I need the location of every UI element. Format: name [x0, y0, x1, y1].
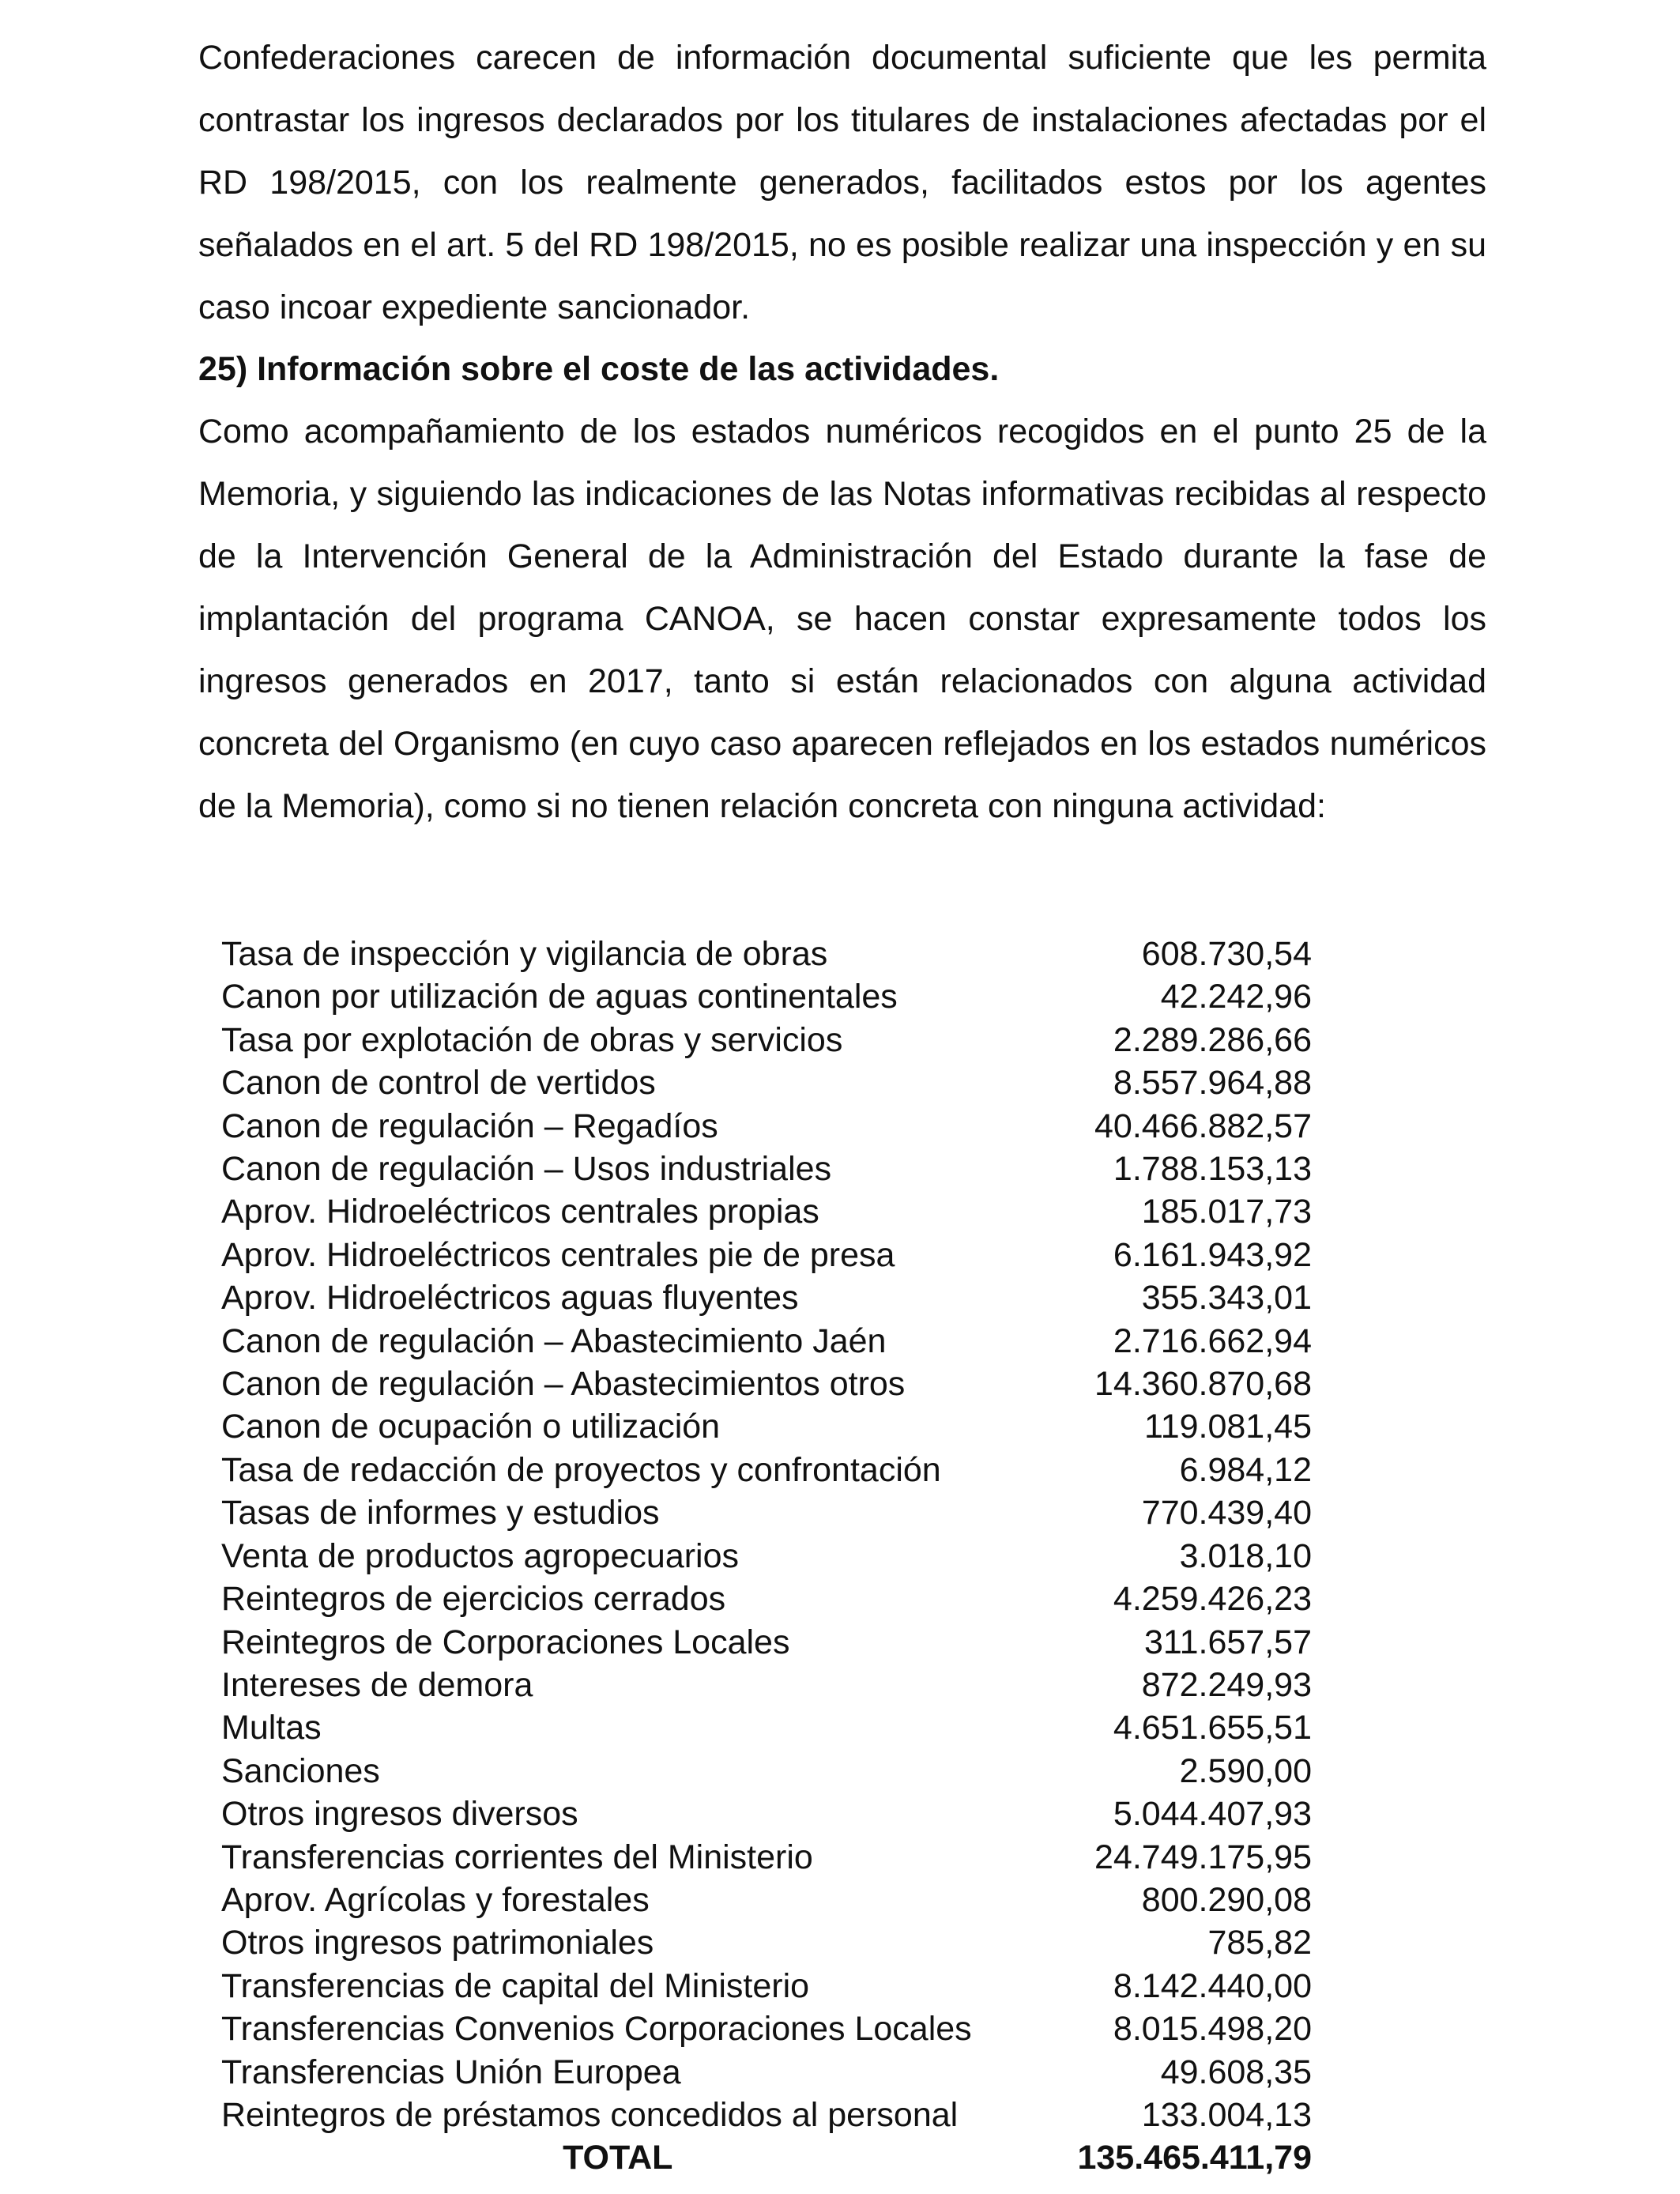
table-row — [221, 1793, 1312, 1835]
table-row — [221, 2094, 1312, 2136]
table-row — [221, 1836, 1312, 1879]
income-concept: Transferencias Unión Europea — [221, 2053, 681, 2091]
table-row — [221, 1535, 1312, 1578]
table-row — [221, 933, 1312, 975]
income-amount: 133.004,13 — [1141, 2095, 1312, 2134]
table-row — [221, 1879, 1312, 1921]
income-amount: 785,82 — [1207, 1924, 1312, 1962]
income-amount: 6.984,12 — [1179, 1450, 1312, 1489]
income-table — [221, 933, 1312, 2180]
table-row — [221, 1965, 1312, 2007]
table-row — [221, 2051, 1312, 2094]
income-amount: 3.018,10 — [1179, 1536, 1312, 1575]
income-table-body — [221, 933, 1312, 2136]
income-concept: Canon por utilización de aguas continentales — [221, 978, 898, 1016]
income-concept: Reintegros de Corporaciones Locales — [221, 1623, 790, 1661]
income-amount: 6.161.943,92 — [1113, 1235, 1312, 1274]
income-amount: 800.290,08 — [1141, 1880, 1312, 1919]
income-amount: 8.557.964,88 — [1113, 1064, 1312, 1103]
income-amount: 1.788.153,13 — [1113, 1150, 1312, 1189]
income-amount: 24.749.175,95 — [1094, 1838, 1312, 1876]
income-amount: 40.466.882,57 — [1094, 1106, 1312, 1145]
income-concept: Tasa de redacción de proyectos y confrontación — [221, 1450, 941, 1489]
income-amount: 2.716.662,94 — [1113, 1321, 1312, 1360]
section-paragraph-text: Como acompañamiento de los estados numéricos recogidos en el punto 25 de la Memoria, y siguiendo las indicaciones de las Notas informativas recibidas al respecto de la Intervención General de la Administración del Estado durante la fase de implantación del programa CANOA, se hacen constar expresamente todos los ingresos generados en 2017, tanto si están relacionados con alguna actividad concreta del Organismo (en cuyo caso aparecen reflejados en los estados numéricos de la Memoria), como si no tienen relación concreta con ninguna actividad: — [198, 413, 1486, 825]
income-concept: Aprov. Agrícolas y forestales — [221, 1880, 650, 1919]
table-row — [221, 1621, 1312, 1664]
income-amount: 608.730,54 — [1141, 935, 1312, 973]
table-row — [221, 1190, 1312, 1233]
income-concept: Canon de regulación – Abastecimientos otros — [221, 1365, 906, 1404]
total-row — [221, 2136, 1312, 2179]
income-concept: Reintegros de préstamos concedidos al personal — [221, 2095, 959, 2134]
income-amount: 8.015.498,20 — [1113, 2010, 1312, 2049]
income-amount: 872.249,93 — [1141, 1665, 1312, 1704]
income-concept: Canon de regulación – Abastecimiento Jaén — [221, 1321, 887, 1360]
table-row — [221, 1405, 1312, 1448]
table-row — [221, 1363, 1312, 1405]
income-amount: 355.343,01 — [1141, 1279, 1312, 1318]
income-amount: 311.657,57 — [1143, 1623, 1312, 1661]
table-row — [221, 1061, 1312, 1104]
income-concept: Aprov. Hidroeléctricos centrales pie de presa — [221, 1235, 895, 1274]
table-row — [221, 1664, 1312, 1706]
table-row — [221, 1491, 1312, 1534]
income-amount: 2.289.286,66 — [1113, 1020, 1312, 1059]
income-concept: Venta de productos agropecuarios — [221, 1536, 740, 1575]
income-concept: Transferencias corrientes del Ministerio — [221, 1838, 813, 1876]
income-concept: Sanciones — [221, 1751, 380, 1790]
table-row — [221, 1320, 1312, 1363]
income-concept: Transferencias de capital del Ministerio — [221, 1966, 810, 2005]
income-amount: 5.044.407,93 — [1113, 1795, 1312, 1834]
income-concept: Canon de regulación – Regadíos — [221, 1106, 718, 1145]
income-amount: 8.142.440,00 — [1113, 1966, 1312, 2005]
table-row — [221, 975, 1312, 1018]
income-amount: 185.017,73 — [1141, 1193, 1312, 1231]
income-concept: Canon de regulación – Usos industriales — [221, 1150, 832, 1189]
income-concept: Tasa de inspección y vigilancia de obras — [221, 935, 828, 973]
table-row — [221, 1449, 1312, 1491]
income-amount: 4.259.426,23 — [1113, 1580, 1312, 1619]
intro-paragraph — [198, 27, 1486, 339]
table-row — [221, 1578, 1312, 1620]
income-concept: Tasas de informes y estudios — [221, 1494, 660, 1532]
table-row — [221, 1750, 1312, 1793]
total-amount: 135.465.411,79 — [1077, 2139, 1312, 2177]
table-row — [221, 1148, 1312, 1190]
income-concept: Otros ingresos diversos — [221, 1795, 578, 1834]
income-concept: Aprov. Hidroeléctricos centrales propias — [221, 1193, 819, 1231]
income-amount: 4.651.655,51 — [1113, 1709, 1312, 1747]
intro-paragraph-text: Confederaciones carecen de información documental suficiente que les permita contrastar los ingresos declarados por los titulares de instalaciones afectadas por el RD 198/2015, con los realmente generados, facilitados estos por los agentes señalados en el art. 5 del RD 198/2015, no es posible realizar una inspección y en su caso incoar expediente sancionador. — [198, 39, 1486, 326]
table-row — [221, 1234, 1312, 1276]
income-concept: Transferencias Convenios Corporaciones Locales — [221, 2010, 972, 2049]
income-concept: Tasa por explotación de obras y servicios — [221, 1020, 843, 1059]
income-concept: Intereses de demora — [221, 1665, 533, 1704]
income-concept: Canon de ocupación o utilización — [221, 1408, 721, 1446]
income-concept: Multas — [221, 1709, 322, 1747]
income-amount: 42.242,96 — [1160, 978, 1312, 1016]
table-row — [221, 1706, 1312, 1749]
table-row — [221, 2007, 1312, 2050]
income-concept: Otros ingresos patrimoniales — [221, 1924, 654, 1962]
table-row — [221, 1105, 1312, 1148]
table-row — [221, 1921, 1312, 1964]
income-concept: Reintegros de ejercicios cerrados — [221, 1580, 726, 1619]
section-heading: 25) Información sobre el coste de las actividades. — [198, 350, 1000, 388]
income-concept: Aprov. Hidroeléctricos aguas fluyentes — [221, 1279, 799, 1318]
section-paragraph — [198, 401, 1486, 838]
total-label: TOTAL — [563, 2139, 673, 2177]
income-amount: 119.081,45 — [1143, 1408, 1312, 1446]
table-row — [221, 1019, 1312, 1061]
income-amount: 14.360.870,68 — [1094, 1365, 1312, 1404]
income-amount: 770.439,40 — [1141, 1494, 1312, 1532]
table-row — [221, 1276, 1312, 1319]
income-concept: Canon de control de vertidos — [221, 1064, 656, 1103]
income-amount: 49.608,35 — [1160, 2053, 1312, 2091]
income-amount: 2.590,00 — [1179, 1751, 1312, 1790]
